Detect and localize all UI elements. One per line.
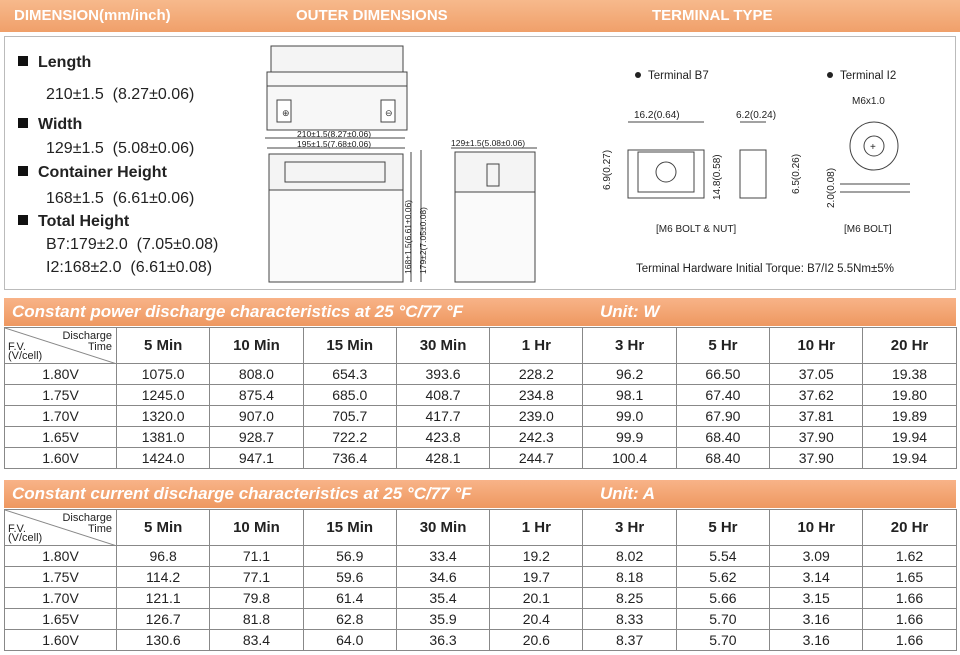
container-height-value: 168±1.5 (6.61±0.06) <box>46 190 195 207</box>
value-cell: 81.8 <box>210 609 303 630</box>
length-value: 210±1.5 (8.27±0.06) <box>46 86 195 103</box>
value-cell: 736.4 <box>303 448 396 469</box>
b7-bolt-label: [M6 BOLT & NUT] <box>656 224 737 235</box>
b7-total-height-dim: 14.8(0.58) <box>712 154 723 200</box>
value-cell: 37.90 <box>770 448 863 469</box>
value-cell: 33.4 <box>396 546 489 567</box>
value-cell: 907.0 <box>210 406 303 427</box>
column-header: 1 Hr <box>490 510 583 546</box>
value-cell: 68.40 <box>676 448 769 469</box>
front-width-outer: 210±1.5(8.27±0.06) <box>297 129 372 139</box>
value-cell: 417.7 <box>396 406 489 427</box>
value-cell: 36.3 <box>396 630 489 651</box>
b7-height-dim: 6.9(0.27) <box>602 149 613 190</box>
column-header: 5 Hr <box>676 328 769 364</box>
value-cell: 8.02 <box>583 546 676 567</box>
value-cell: 100.4 <box>583 448 676 469</box>
container-height-label: Container Height <box>18 164 167 182</box>
table-row <box>5 448 957 469</box>
value-cell: 5.70 <box>676 609 769 630</box>
table-row <box>5 630 957 651</box>
value-cell: 244.7 <box>490 448 583 469</box>
table-row <box>5 406 957 427</box>
table-row <box>5 427 957 448</box>
value-cell: 722.2 <box>303 427 396 448</box>
value-cell: 34.6 <box>396 567 489 588</box>
total-height-b7: B7:179±2.0 (7.05±0.08) <box>46 236 219 253</box>
value-cell: 37.05 <box>770 364 863 385</box>
column-header: 15 Min <box>303 510 396 546</box>
value-cell: 67.40 <box>676 385 769 406</box>
value-cell: 68.40 <box>676 427 769 448</box>
b7-side-height-dim: 6.5(0.26) <box>791 153 802 194</box>
value-cell: 1.65 <box>863 567 956 588</box>
negative-icon: ⊖ <box>385 108 393 118</box>
value-cell: 5.66 <box>676 588 769 609</box>
value-cell: 685.0 <box>303 385 396 406</box>
value-cell: 19.80 <box>863 385 956 406</box>
value-cell: 98.1 <box>583 385 676 406</box>
terminal-type-title: TERMINAL TYPE <box>652 7 773 24</box>
bullet-icon <box>18 56 28 66</box>
battery-front-view <box>269 154 403 282</box>
value-cell: 808.0 <box>210 364 303 385</box>
value-cell: 79.8 <box>210 588 303 609</box>
column-header: 30 Min <box>396 510 489 546</box>
table-row <box>5 385 957 406</box>
value-cell: 19.89 <box>863 406 956 427</box>
value-cell: 61.4 <box>303 588 396 609</box>
power-discharge-table <box>4 327 957 469</box>
length-label: Length <box>18 54 91 72</box>
value-cell: 875.4 <box>210 385 303 406</box>
value-cell: 19.94 <box>863 448 956 469</box>
value-cell: 19.2 <box>490 546 583 567</box>
value-cell: 35.9 <box>396 609 489 630</box>
value-cell: 37.62 <box>770 385 863 406</box>
value-cell: 19.38 <box>863 364 956 385</box>
value-cell: 8.18 <box>583 567 676 588</box>
side-width: 129±1.5(5.08±0.06) <box>451 138 526 148</box>
current-table-title: Constant current discharge characteristics at 25 °C/77 °F <box>12 484 472 503</box>
dimension-title: DIMENSION(mm/inch) <box>14 7 171 24</box>
bolt-center-icon: + <box>870 142 876 153</box>
value-cell: 99.0 <box>583 406 676 427</box>
i2-height-dim: 2.0(0.08) <box>826 167 837 208</box>
final-voltage-cell: 1.60V <box>5 630 117 651</box>
value-cell: 96.2 <box>583 364 676 385</box>
table-corner-header: Discharge Time F.V. (V/cell) <box>5 328 117 364</box>
value-cell: 1.66 <box>863 630 956 651</box>
final-voltage-cell: 1.65V <box>5 427 117 448</box>
header-bar <box>0 0 960 32</box>
value-cell: 705.7 <box>303 406 396 427</box>
value-cell: 64.0 <box>303 630 396 651</box>
torque-note: Terminal Hardware Initial Torque: B7/I2 5.5Nm±5% <box>636 263 894 275</box>
total-height-i2: I2:168±2.0 (6.61±0.08) <box>46 259 213 276</box>
value-cell: 408.7 <box>396 385 489 406</box>
value-cell: 947.1 <box>210 448 303 469</box>
value-cell: 239.0 <box>490 406 583 427</box>
value-cell: 5.62 <box>676 567 769 588</box>
outer-dimensions-drawing <box>255 38 555 290</box>
value-cell: 423.8 <box>396 427 489 448</box>
value-cell: 20.4 <box>490 609 583 630</box>
table-row <box>5 546 957 567</box>
column-header: 10 Min <box>210 328 303 364</box>
positive-icon: ⊕ <box>282 108 290 118</box>
value-cell: 66.50 <box>676 364 769 385</box>
column-header: 3 Hr <box>583 510 676 546</box>
value-cell: 37.90 <box>770 427 863 448</box>
value-cell: 8.25 <box>583 588 676 609</box>
value-cell: 8.37 <box>583 630 676 651</box>
bullet-icon <box>18 215 28 225</box>
outer-dimensions-title: OUTER DIMENSIONS <box>296 7 448 24</box>
value-cell: 130.6 <box>117 630 210 651</box>
value-cell: 62.8 <box>303 609 396 630</box>
value-cell: 121.1 <box>117 588 210 609</box>
table-row <box>5 364 957 385</box>
terminal-b7-label: Terminal B7 <box>648 70 709 82</box>
value-cell: 8.33 <box>583 609 676 630</box>
column-header: 20 Hr <box>863 328 956 364</box>
value-cell: 242.3 <box>490 427 583 448</box>
value-cell: 114.2 <box>117 567 210 588</box>
final-voltage-cell: 1.80V <box>5 546 117 567</box>
i2-thread-dim: M6x1.0 <box>852 96 885 107</box>
final-voltage-cell: 1.75V <box>5 567 117 588</box>
column-header: 10 Hr <box>770 328 863 364</box>
final-voltage-cell: 1.70V <box>5 406 117 427</box>
value-cell: 1.66 <box>863 588 956 609</box>
column-header: 1 Hr <box>490 328 583 364</box>
value-cell: 19.7 <box>490 567 583 588</box>
value-cell: 1075.0 <box>117 364 210 385</box>
column-header: 3 Hr <box>583 328 676 364</box>
power-table-header <box>4 298 956 326</box>
value-cell: 1381.0 <box>117 427 210 448</box>
current-discharge-table <box>4 509 957 651</box>
column-header: 5 Min <box>117 510 210 546</box>
value-cell: 59.6 <box>303 567 396 588</box>
final-voltage-cell: 1.75V <box>5 385 117 406</box>
value-cell: 1.66 <box>863 609 956 630</box>
value-cell: 96.8 <box>117 546 210 567</box>
value-cell: 654.3 <box>303 364 396 385</box>
value-cell: 83.4 <box>210 630 303 651</box>
column-header: 20 Hr <box>863 510 956 546</box>
value-cell: 1.62 <box>863 546 956 567</box>
bullet-icon <box>827 72 833 78</box>
value-cell: 3.15 <box>770 588 863 609</box>
b7-width-dim: 16.2(0.64) <box>634 110 680 121</box>
column-header: 5 Hr <box>676 510 769 546</box>
table-row <box>5 588 957 609</box>
battery-side-view <box>455 152 535 282</box>
table-row <box>5 567 957 588</box>
value-cell: 37.81 <box>770 406 863 427</box>
bullet-icon <box>18 118 28 128</box>
value-cell: 3.16 <box>770 609 863 630</box>
table-corner-header: Discharge Time F.V. (V/cell) <box>5 510 117 546</box>
i2-bolt-label: [M6 BOLT] <box>844 224 892 235</box>
value-cell: 3.14 <box>770 567 863 588</box>
front-width-inner: 195±1.5(7.68±0.06) <box>297 139 372 149</box>
final-voltage-cell: 1.65V <box>5 609 117 630</box>
column-header: 30 Min <box>396 328 489 364</box>
power-table-unit: Unit: W <box>600 302 660 321</box>
b7-side-width-dim: 6.2(0.24) <box>736 110 777 121</box>
value-cell: 393.6 <box>396 364 489 385</box>
column-header: 15 Min <box>303 328 396 364</box>
table-row <box>5 609 957 630</box>
value-cell: 35.4 <box>396 588 489 609</box>
value-cell: 20.6 <box>490 630 583 651</box>
value-cell: 428.1 <box>396 448 489 469</box>
column-header: 5 Min <box>117 328 210 364</box>
value-cell: 126.7 <box>117 609 210 630</box>
value-cell: 1245.0 <box>117 385 210 406</box>
column-header: 10 Min <box>210 510 303 546</box>
i2-terminal-drawing <box>840 122 910 192</box>
value-cell: 928.7 <box>210 427 303 448</box>
value-cell: 71.1 <box>210 546 303 567</box>
bullet-icon <box>18 166 28 176</box>
value-cell: 77.1 <box>210 567 303 588</box>
value-cell: 19.94 <box>863 427 956 448</box>
value-cell: 3.09 <box>770 546 863 567</box>
final-voltage-cell: 1.80V <box>5 364 117 385</box>
value-cell: 5.70 <box>676 630 769 651</box>
value-cell: 20.1 <box>490 588 583 609</box>
value-cell: 1424.0 <box>117 448 210 469</box>
terminal-drawing <box>590 60 950 285</box>
value-cell: 3.16 <box>770 630 863 651</box>
power-table-title: Constant power discharge characteristics at 25 °C/77 °F <box>12 302 464 321</box>
final-voltage-cell: 1.60V <box>5 448 117 469</box>
b7-terminal-side <box>740 150 766 198</box>
bullet-icon <box>635 72 641 78</box>
value-cell: 228.2 <box>490 364 583 385</box>
width-value: 129±1.5 (5.08±0.06) <box>46 140 195 157</box>
value-cell: 56.9 <box>303 546 396 567</box>
current-table-header <box>4 480 956 508</box>
final-voltage-cell: 1.70V <box>5 588 117 609</box>
value-cell: 99.9 <box>583 427 676 448</box>
width-label: Width <box>18 116 82 134</box>
total-height-label: Total Height <box>18 213 129 231</box>
current-table-unit: Unit: A <box>600 484 656 503</box>
value-cell: 5.54 <box>676 546 769 567</box>
value-cell: 234.8 <box>490 385 583 406</box>
front-height-total: 179±2(7.05±0.08) <box>418 207 428 274</box>
column-header: 10 Hr <box>770 510 863 546</box>
b7-terminal-front <box>628 150 704 198</box>
value-cell: 67.90 <box>676 406 769 427</box>
front-height-container: 168±1.5(6.61±0.06) <box>403 199 413 274</box>
terminal-i2-label: Terminal I2 <box>840 70 897 82</box>
value-cell: 1320.0 <box>117 406 210 427</box>
